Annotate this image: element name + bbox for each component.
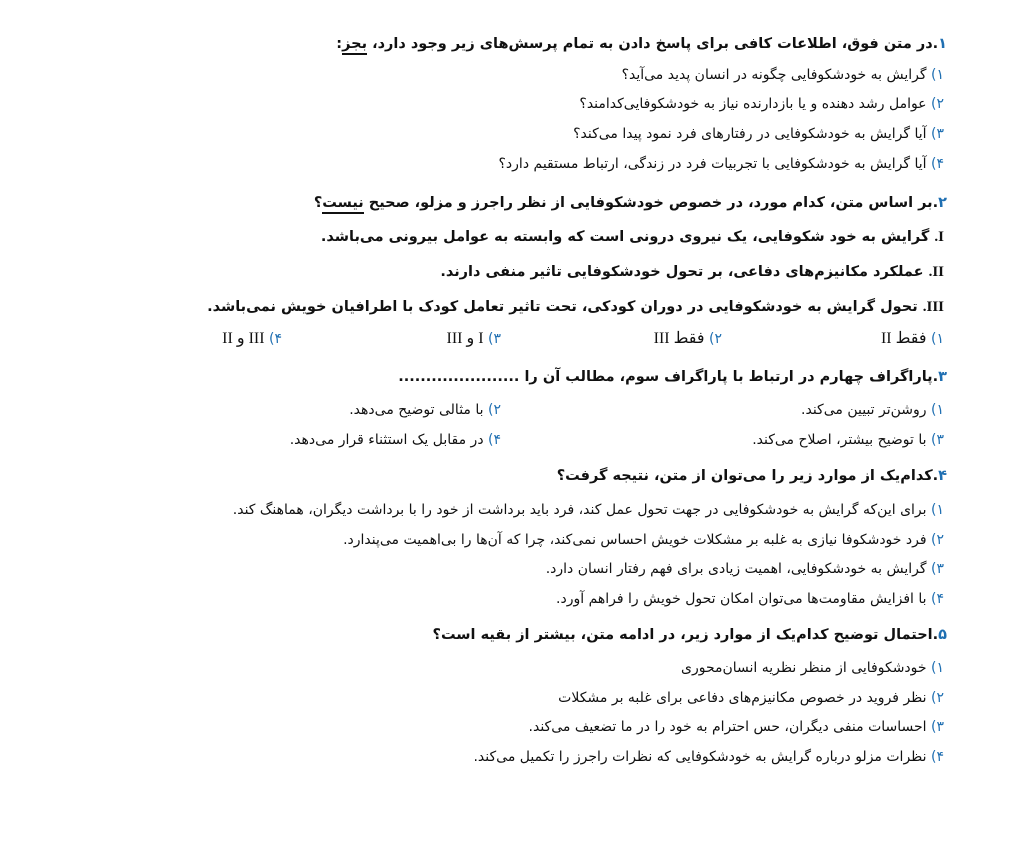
question-3-option-1[interactable] <box>801 399 944 421</box>
question-5-option-3[interactable] <box>529 716 944 738</box>
option-text: برای این‌که گرایش به خودشکوفایی در جهت تحول عمل کند، فرد باید برداشت از خود را با برداشت دیگران، هماهنگ کند. <box>232 502 927 518</box>
option-number: ۲) <box>931 96 944 112</box>
question-emphasis: بجز <box>342 36 367 55</box>
option-number: ۳) <box>488 331 501 347</box>
question-4-title <box>557 465 947 487</box>
option-text: روشن‌تر تبیین می‌کند. <box>801 402 927 418</box>
question-2-statement-2 <box>440 261 944 283</box>
question-number: ۳ <box>938 369 947 385</box>
option-text: در مقابل یک استثناء قرار می‌دهد. <box>289 432 484 448</box>
question-1-option-1[interactable] <box>622 64 944 86</box>
roman-numeral: III. <box>922 299 944 315</box>
option-text: فرد خودشکوفا نیازی به غلبه بر مشکلات خویش احساس نمی‌کند، چرا که آن‌ها را بی‌اهمیت می‌پندارد. <box>343 532 927 548</box>
option-number: ۳) <box>931 432 944 448</box>
option-number: ۴) <box>931 156 944 172</box>
question-number: ۱ <box>938 36 947 52</box>
option-number: ۱) <box>931 331 944 347</box>
option-number: ۱) <box>931 660 944 676</box>
option-text: آیا گرایش به خودشکوفایی با تجربیات فرد در زندگی، ارتباط مستقیم دارد؟ <box>498 156 927 172</box>
option-text: نظرات مزلو درباره گرایش به خودشکوفایی که نظرات راجرز را تکمیل می‌کند. <box>473 749 927 765</box>
question-5-option-4[interactable] <box>473 746 944 768</box>
option-number: ۴) <box>488 432 501 448</box>
question-3-option-4[interactable] <box>290 429 501 451</box>
option-text: با مثالی توضیح می‌دهد. <box>349 402 484 418</box>
option-number: ۴) <box>269 331 282 347</box>
question-3-option-3[interactable] <box>752 429 944 451</box>
option-number: ۲) <box>931 532 944 548</box>
question-number: ۲ <box>938 195 947 211</box>
option-text: I و III <box>446 330 484 347</box>
question-5-option-2[interactable] <box>558 687 944 709</box>
option-number: ۱) <box>931 502 944 518</box>
option-text: خودشکوفایی از منظر نظریه انسان‌محوری <box>681 660 927 676</box>
option-text: فقط II <box>880 330 927 347</box>
option-text: عوامل رشد دهنده و یا بازدارنده نیاز به خودشکوفایی‌کدامند؟ <box>579 96 927 112</box>
option-number: ۳) <box>931 561 944 577</box>
question-3-option-2[interactable] <box>349 399 501 421</box>
question-1-option-3[interactable] <box>573 123 944 145</box>
option-number: ۴) <box>931 749 944 765</box>
option-text: فقط III <box>653 330 705 347</box>
option-text: آیا گرایش به خودشکوفایی در رفتارهای فرد نمود پیدا می‌کند؟ <box>573 126 927 142</box>
question-2-statement-3 <box>207 296 944 318</box>
option-text: گرایش به خودشکوفایی چگونه در انسان پدید می‌آید؟ <box>621 67 927 83</box>
question-number: ۴ <box>938 468 947 484</box>
statement-text: گرایش به خود شکوفایی، یک نیروی درونی است که وابسته به عوامل بیرونی می‌باشد. <box>320 229 930 245</box>
question-2-statement-1 <box>321 226 944 248</box>
option-text: احساسات منفی دیگران، حس احترام به خود را در ما تضعیف می‌کند. <box>528 719 927 735</box>
option-number: ۱) <box>931 402 944 418</box>
roman-numeral: II. <box>928 264 944 280</box>
statement-text: عملکرد مکانیزم‌های دفاعی، بر تحول خودشکوفایی تاثیر منفی دارند. <box>440 264 924 280</box>
question-5-title <box>433 624 947 646</box>
option-text: گرایش به خودشکوفایی، اهمیت زیادی برای فهم رفتار انسان دارد. <box>545 561 927 577</box>
option-number: ۲) <box>709 331 722 347</box>
option-number: ۲) <box>931 690 944 706</box>
option-number: ۴) <box>931 591 944 607</box>
question-text-end: ؟ <box>313 195 323 211</box>
question-number: ۵ <box>938 627 947 643</box>
option-number: ۱) <box>931 67 944 83</box>
roman-numeral: I. <box>934 229 944 245</box>
question-text: .کدام‌یک از موارد زیر را می‌توان از متن، نتیجه گرفت؟ <box>556 468 939 484</box>
option-text: با توضیح بیشتر، اصلاح می‌کند. <box>752 432 927 448</box>
question-2-title <box>314 192 947 214</box>
question-2-option-1[interactable] <box>881 328 944 350</box>
question-4-option-3[interactable] <box>546 558 944 580</box>
question-4-option-2[interactable] <box>343 529 944 551</box>
option-number: ۳) <box>931 126 944 142</box>
question-2-option-2[interactable] <box>654 328 722 350</box>
question-text: .در متن فوق، اطلاعات کافی برای پاسخ دادن به تمام پرسش‌های زیر وجود دارد، <box>367 36 939 52</box>
option-text: نظر فروید در خصوص مکانیزم‌های دفاعی برای غلبه بر مشکلات <box>558 690 927 706</box>
option-number: ۲) <box>488 402 501 418</box>
question-5-option-1[interactable] <box>681 657 944 679</box>
question-4-option-1[interactable] <box>233 499 944 521</box>
question-text-end: : <box>336 36 343 52</box>
question-1-option-2[interactable] <box>579 93 944 115</box>
question-text: .بر اساس متن، کدام مورد، در خصوص خودشکوفایی از نظر راجرز و مزلو، صحیح <box>363 195 939 211</box>
question-text: .پاراگراف چهارم در ارتباط با پاراگراف سوم، مطالب آن را ...................... <box>398 369 939 385</box>
question-1-title <box>336 33 947 55</box>
question-2-option-4[interactable] <box>222 328 282 350</box>
question-text: .احتمال توضیح کدام‌یک از موارد زیر، در ادامه متن، بیشتر از بقیه است؟ <box>432 627 939 643</box>
option-number: ۳) <box>931 719 944 735</box>
question-1-option-4[interactable] <box>499 153 945 175</box>
question-emphasis: نیست <box>322 195 363 214</box>
question-3-title <box>398 366 947 388</box>
option-text: III و II <box>222 330 265 347</box>
question-4-option-4[interactable] <box>556 588 944 610</box>
question-2-option-3[interactable] <box>447 328 502 350</box>
option-text: با افزایش مقاومت‌ها می‌توان امکان تحول خویش را فراهم آورد. <box>556 591 927 607</box>
statement-text: تحول گرایش به خودشکوفایی در دوران کودکی، تحت تاثیر تعامل کودک با اطرافیان خویش نمی‌باشد. <box>207 299 918 315</box>
